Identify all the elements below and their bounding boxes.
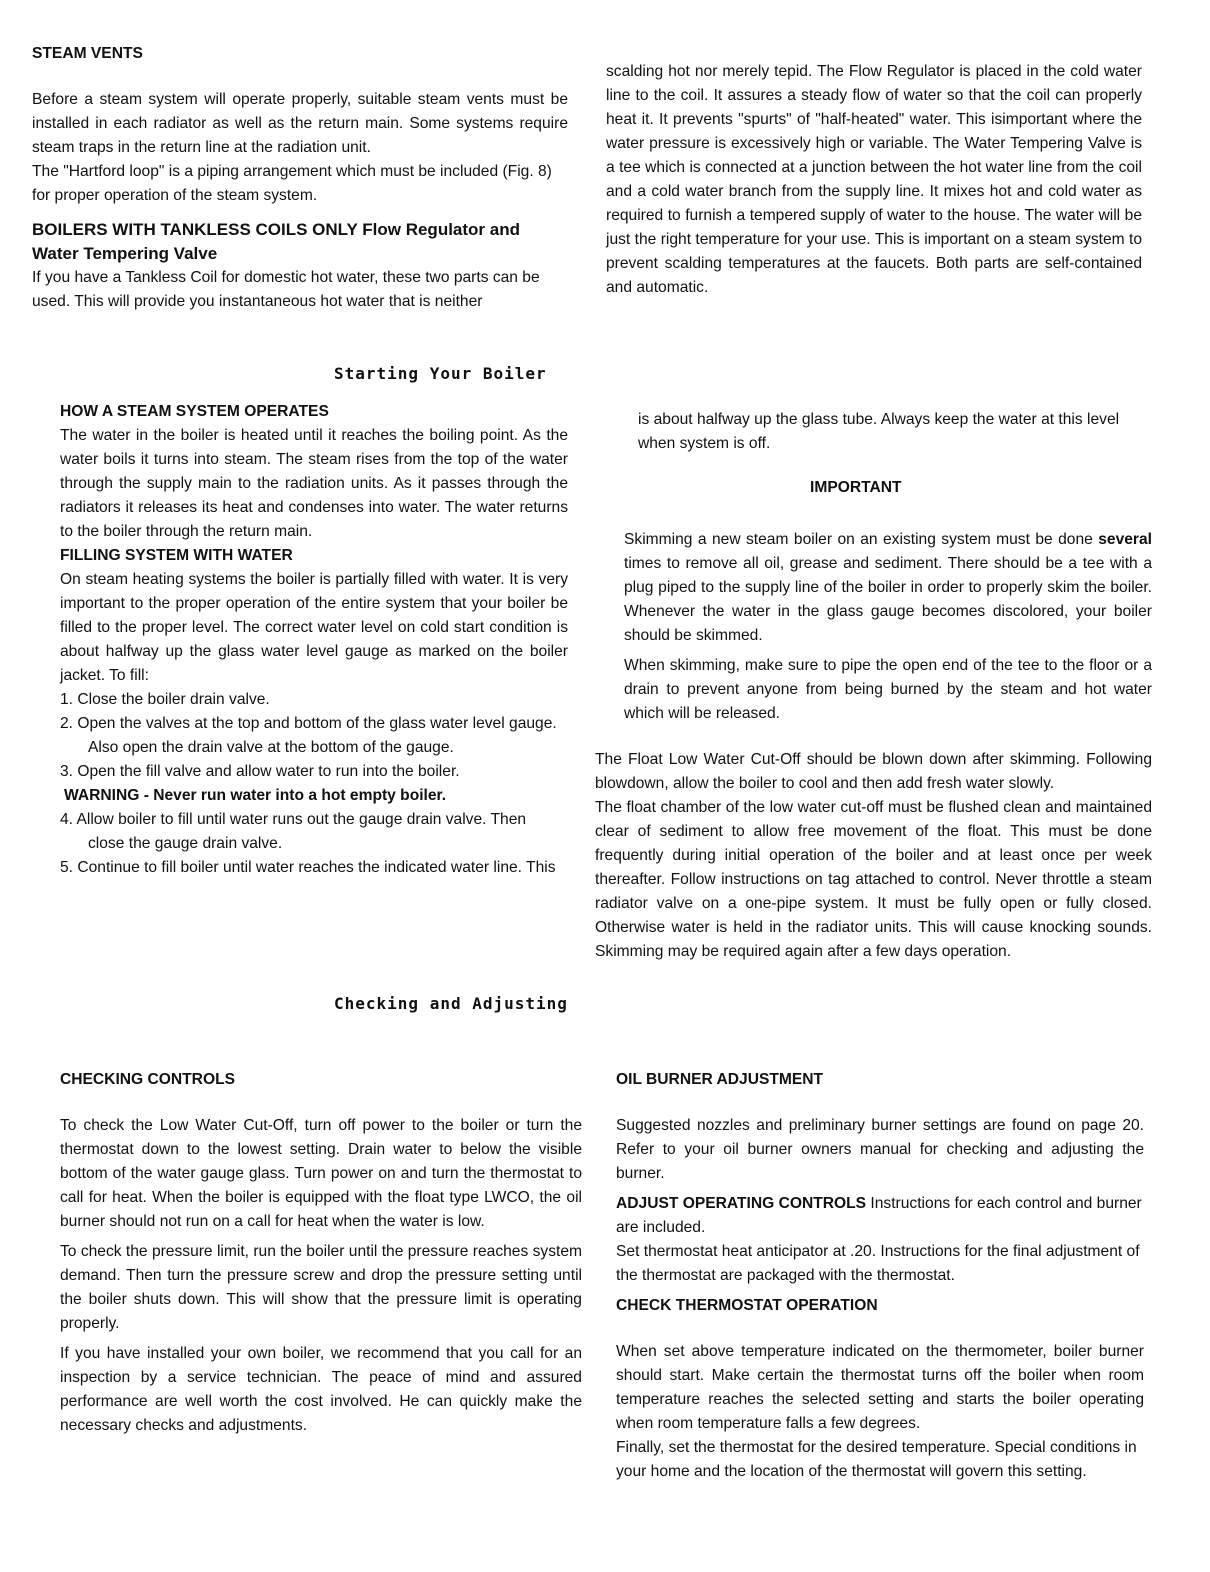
fill-step-3: 3. Open the fill valve and allow water to run into the boiler.: [60, 763, 460, 780]
checking-controls-heading: CHECKING CONTROLS: [60, 1071, 235, 1088]
anticipator-paragraph: Set thermostat heat anticipator at .20. Instructions for the final adjustment of the thermostat are packaged with the thermostat.: [616, 1243, 1140, 1284]
tankless-paragraph-start: If you have a Tankless Coil for domestic hot water, these two parts can be used. This will provide you instantaneous hot water that is neither: [32, 269, 540, 310]
checking-left-column: [60, 1068, 582, 1438]
adjust-controls-heading: ADJUST OPERATING CONTROLS: [616, 1195, 867, 1212]
important-heading: IMPORTANT: [810, 479, 902, 496]
filling-heading: FILLING SYSTEM WITH WATER: [60, 547, 293, 564]
fill-step-5-continued: is about halfway up the glass tube. Always keep the water at this level when system is off.: [638, 411, 1120, 452]
fill-step-4: 4. Allow boiler to fill until water runs out the gauge drain valve. Then: [60, 811, 527, 828]
skimming-paragraph: [624, 528, 1152, 648]
fill-step-2-continued: Also open the drain valve at the bottom of the gauge.: [88, 739, 454, 756]
starting-right-column: [638, 408, 1138, 456]
steam-vents-heading: STEAM VENTS: [32, 45, 143, 62]
filling-paragraph: On steam heating systems the boiler is partially filled with water. It is very important to the proper operation of the entire system that your boiler be filled to the proper level. The correct water level on cold start condition is about halfway up the glass water level gauge as marked on the boiler jacket. To fill:: [60, 571, 568, 684]
float-chamber-paragraph: The float chamber of the low water cut-off must be flushed clean and maintained clear of sediment to allow free movement of the float. This must be done frequently during initial operation of the boiler and at least once per week thereafter. Follow instructions on tag attached to control. Never throttle a steam radiator valve on a one-pipe system. It must be fully open or fully closed. Otherwise water is held in the radiator units. This will cause knocking sounds. Skimming may be required again after a few days operation.: [595, 799, 1152, 960]
oil-burner-paragraph: Suggested nozzles and preliminary burner settings are found on page 20. Refer to your oil burner owners manual for checking and adjusting the burner.: [616, 1117, 1144, 1182]
pressure-limit-paragraph: To check the pressure limit, run the boiler until the pressure reaches system demand. Then turn the pressure screw and drop the pressure setting until the boiler shuts down. This will show that the pressure limit is operating properly.: [60, 1243, 582, 1332]
how-steam-heading: HOW A STEAM SYSTEM OPERATES: [60, 403, 329, 420]
hartford-loop-paragraph: The "Hartford loop" is a piping arrangement which must be included (Fig. 8) for proper operation of the steam system.: [32, 163, 552, 204]
float-blowdown-paragraph: The Float Low Water Cut-Off should be blown down after skimming. Following blowdown, allow the boiler to cool and then add fresh water slowly.: [595, 751, 1152, 792]
fill-step-1: 1. Close the boiler drain valve.: [60, 691, 270, 708]
fill-step-4-continued: close the gauge drain valve.: [88, 835, 283, 852]
thermostat-heading: CHECK THERMOSTAT OPERATION: [616, 1297, 878, 1314]
adjust-controls-text: Instructions for each control and burner are included.: [616, 1195, 1142, 1236]
important-notes: [624, 528, 1152, 726]
oil-burner-heading: OIL BURNER ADJUSTMENT: [616, 1071, 824, 1088]
thermostat-paragraph: When set above temperature indicated on the thermometer, boiler burner should start. Make certain the thermostat turns off the boiler when room temperature reaches the selected setting and starts the boiler operating when room temperature falls a few degrees.: [616, 1343, 1144, 1432]
fill-step-5: 5. Continue to fill boiler until water reaches the indicated water line. This: [60, 859, 556, 876]
tankless-continued: [606, 60, 1142, 300]
checking-right-column: [616, 1068, 1144, 1484]
inspection-paragraph: If you have installed your own boiler, we recommend that you call for an inspection by a service technician. The peace of mind and assured performance are well worth the cost involved. He can quickly make the necessary checks and adjustments.: [60, 1345, 582, 1434]
fill-step-2: 2. Open the valves at the top and bottom of the glass water level gauge.: [60, 715, 557, 732]
skimming-safety-paragraph: When skimming, make sure to pipe the open end of the tee to the floor or a drain to prevent anyone from being burned by the steam and hot water which will be released.: [624, 657, 1152, 722]
skimming-emphasis: several: [1098, 531, 1152, 548]
starting-left-column: [60, 400, 568, 880]
warning-text: WARNING - Never run water into a hot empty boiler.: [64, 787, 447, 804]
checking-section-title: Checking and Adjusting: [334, 994, 568, 1013]
adjust-controls-paragraph: [616, 1192, 1144, 1240]
steam-vents-paragraph: Before a steam system will operate properly, suitable steam vents must be installed in each radiator as well as the return main. Some systems require steam traps in the return line at the radiation unit.: [32, 91, 568, 156]
skimming-text-a: Skimming a new steam boiler on an existing system must be done: [624, 531, 1099, 548]
starting-section-title: Starting Your Boiler: [334, 364, 547, 383]
how-steam-paragraph: The water in the boiler is heated until it reaches the boiling point. As the water boils it turns into steam. The steam rises from the top of the water through the supply main to the radiation units. As it passes through the radiators it releases its heat and condenses into water. The water returns to the boiler through the return main.: [60, 427, 568, 540]
tankless-paragraph-continued: scalding hot nor merely tepid. The Flow Regulator is placed in the cold water line to the coil. It assures a steady flow of water so that the coil can properly heat it. It prevents "spurts" of "half-heated" water. This isimportant where the water pressure is excessively high or variable. The Water Tempering Valve is a tee which is connected at a junction between the hot water line from the coil and a cold water branch from the supply line. It mixes hot and cold water as required to furnish a tempered supply of water to the house. The water will be just the right temperature for your use. This is important on a steam system to prevent scalding temperatures at the faucets. Both parts are self-contained and automatic.: [606, 63, 1142, 296]
steam-vents-section: [32, 42, 568, 314]
lwco-check-paragraph: To check the Low Water Cut-Off, turn off power to the boiler or turn the thermostat down to the lowest setting. Drain water to below the visible bottom of the water gauge glass. Turn power on and turn the thermostat to call for heat. When the boiler is equipped with the float type LWCO, the oil burner should not run on a call for heat when the water is low.: [60, 1117, 582, 1230]
tankless-heading: BOILERS WITH TANKLESS COILS ONLY Flow Regulator and Water Tempering Valve: [32, 220, 520, 263]
skimming-text-b: times to remove all oil, grease and sediment. There should be a tee with a plug piped to the supply line of the boiler in order to properly skim the boiler. Whenever the water in the glass gauge becomes discolored, your boiler should be skimmed.: [624, 555, 1152, 644]
thermostat-final-paragraph: Finally, set the thermostat for the desired temperature. Special conditions in your home and the location of the thermostat will govern this setting.: [616, 1439, 1137, 1480]
float-cutoff-notes: [595, 748, 1152, 964]
